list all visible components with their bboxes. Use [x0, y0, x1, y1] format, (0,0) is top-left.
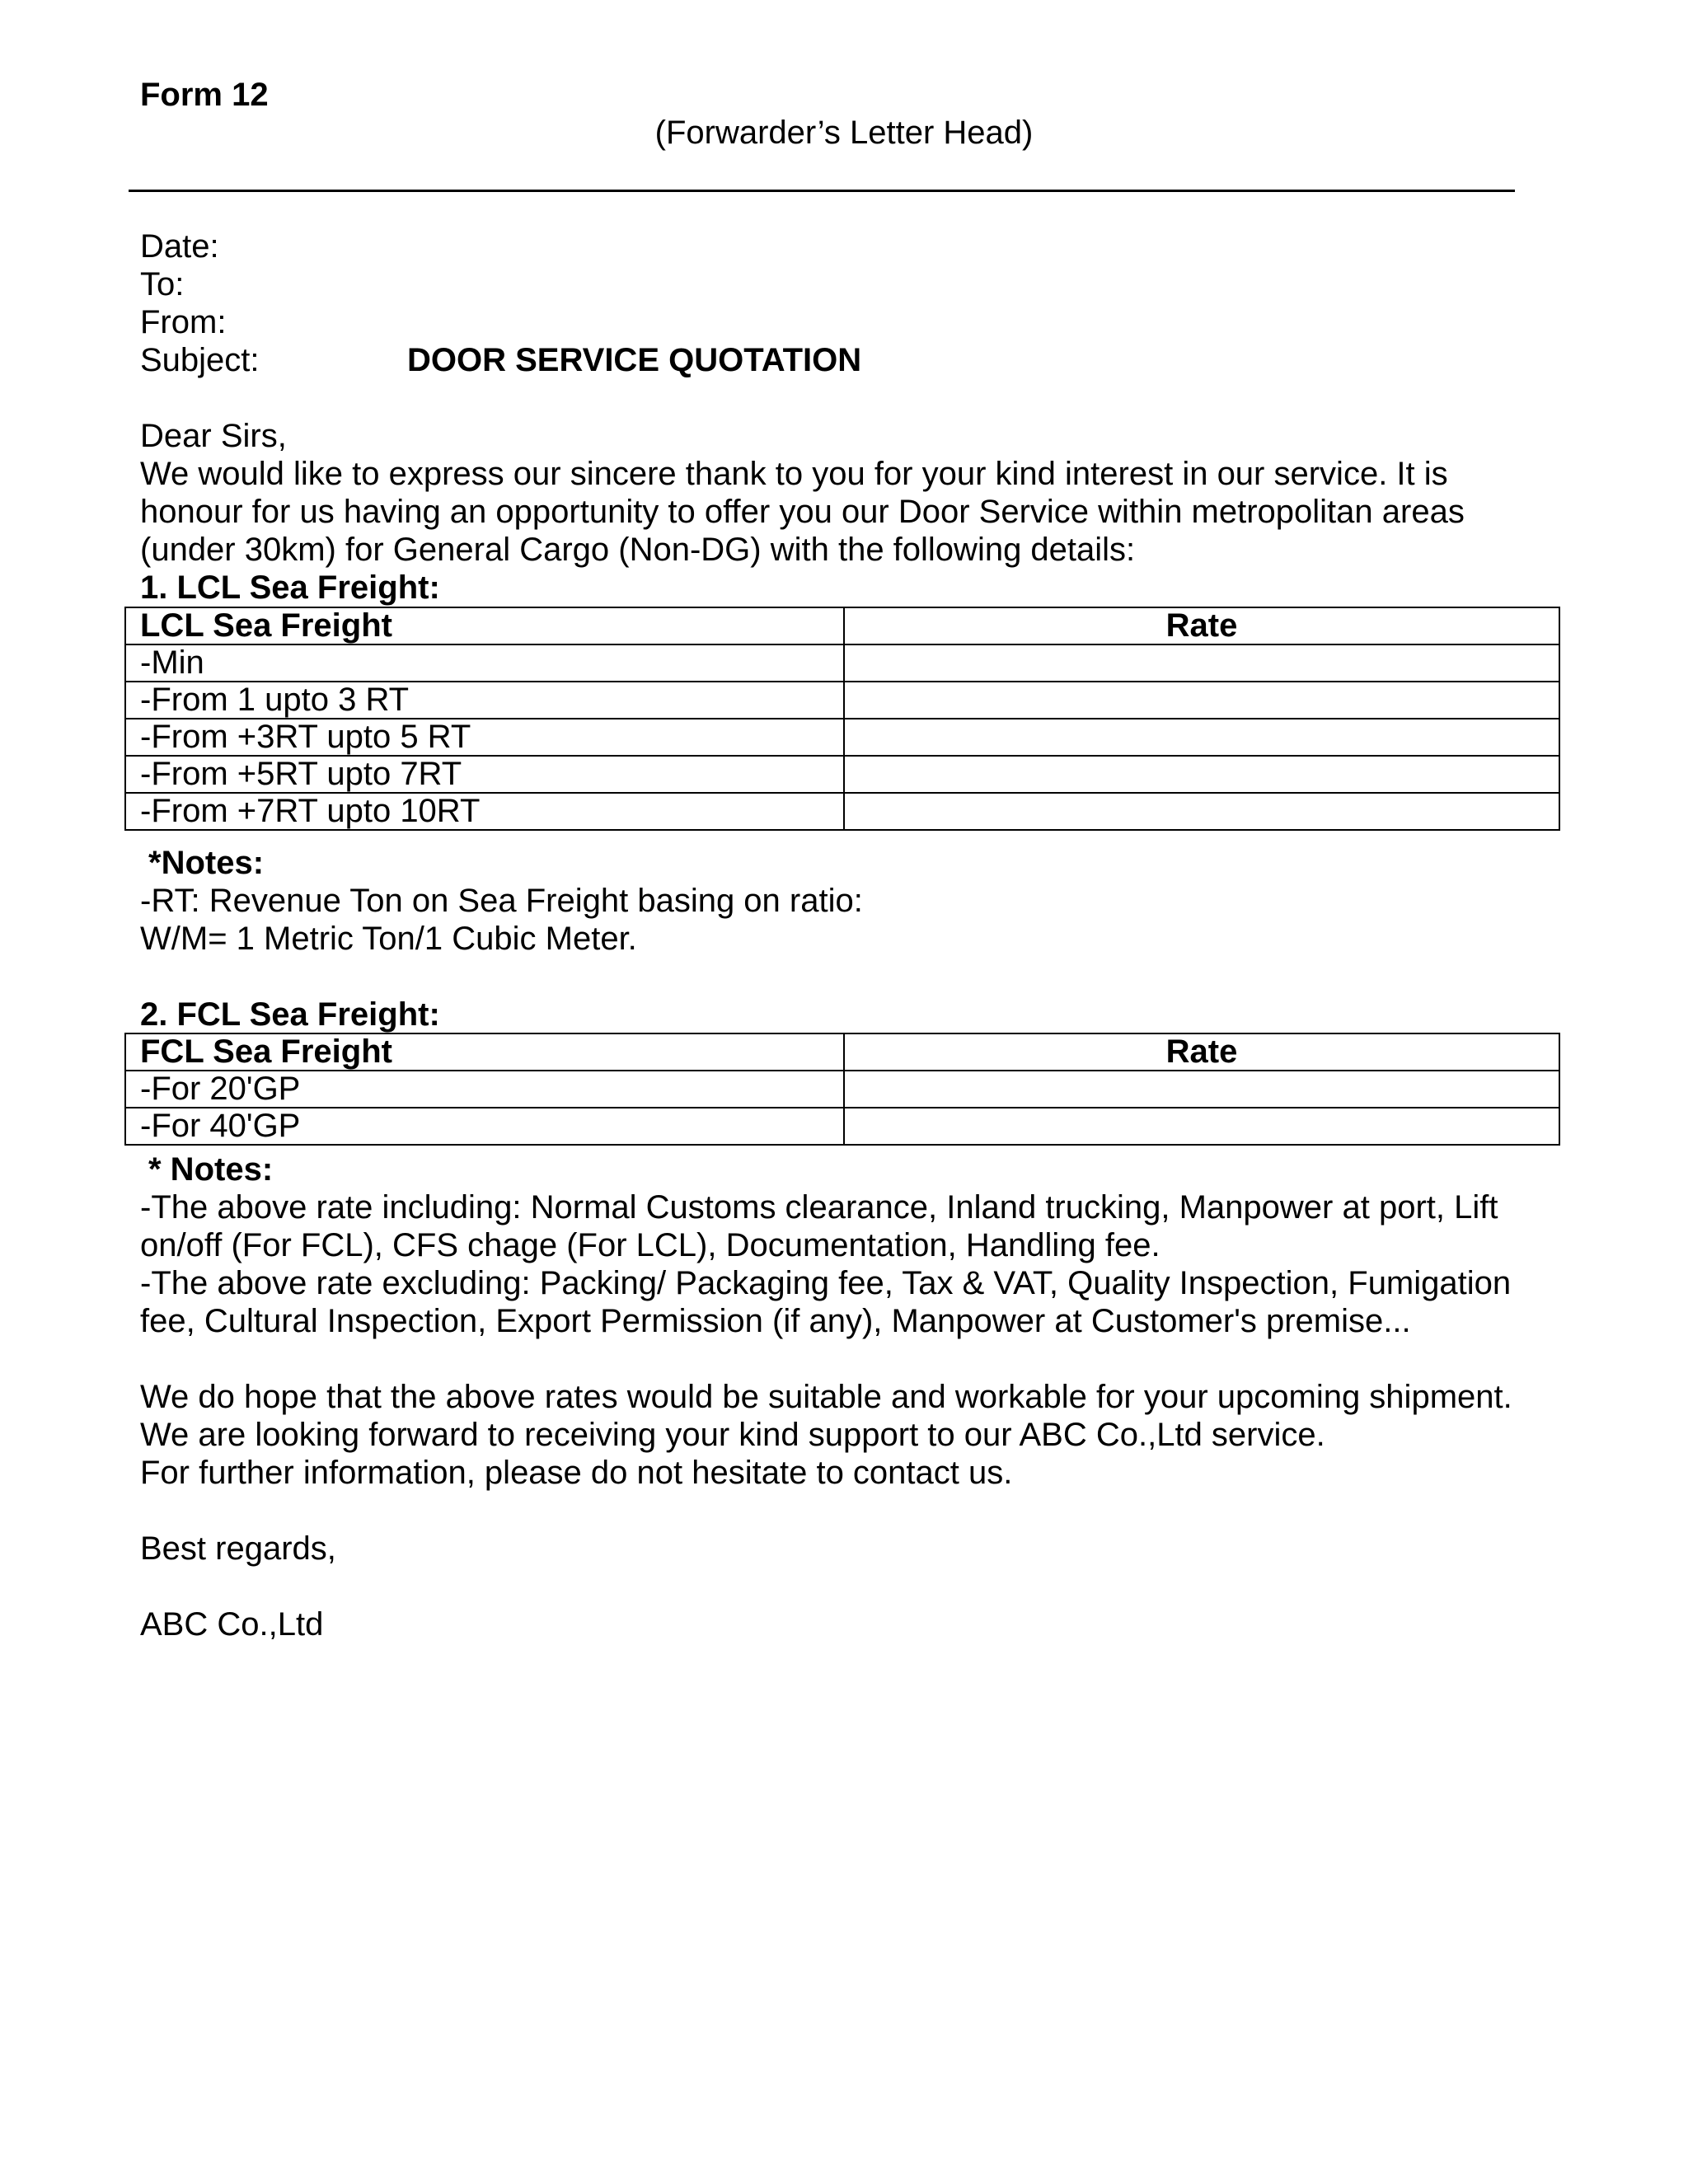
date-row	[140, 227, 861, 265]
lcl-heading: 1. LCL Sea Freight:	[140, 569, 440, 606]
lcl-rate-table	[124, 607, 1560, 831]
subject-value: DOOR SERVICE QUOTATION	[407, 342, 862, 378]
fcl-item: -For 20'GP	[125, 1071, 844, 1108]
closing-line: For further information, please do not hesitate to contact us.	[140, 1455, 1013, 1491]
table-header-row	[125, 1033, 1559, 1071]
letterhead-placeholder: (Forwarder’s Letter Head)	[654, 115, 1034, 151]
fcl-note-line: fee, Cultural Inspection, Export Permission (if any), Manpower at Customer's premise...	[140, 1303, 1411, 1339]
subject-row	[140, 341, 861, 379]
fcl-item: -For 40'GP	[125, 1108, 844, 1145]
rate-cell	[844, 756, 1559, 793]
table-header-row	[125, 607, 1559, 644]
letter-header-fields	[140, 227, 861, 379]
intro-line: We would like to express our sincere thank to you for your kind interest in our service. It is	[140, 456, 1448, 492]
lcl-notes-section	[140, 844, 1541, 1033]
lcl-item: -From +5RT upto 7RT	[125, 756, 844, 793]
sign-off: Best regards,	[140, 1530, 336, 1567]
rate-column-header: Rate	[844, 607, 1559, 644]
fcl-notes-section	[140, 1151, 1541, 1643]
rate-cell	[844, 719, 1559, 756]
fcl-note-line: -The above rate including: Normal Customs clearance, Inland trucking, Manpower at port, Lift	[140, 1189, 1498, 1226]
table-row	[125, 644, 1559, 682]
fcl-column-header: FCL Sea Freight	[125, 1033, 844, 1071]
rate-cell	[844, 793, 1559, 830]
company-name: ABC Co.,Ltd	[140, 1606, 324, 1643]
table-row	[125, 1108, 1559, 1145]
date-label: Date:	[140, 228, 219, 265]
table-row	[125, 682, 1559, 719]
subject-label: Subject:	[140, 342, 260, 378]
closing-line: We are looking forward to receiving your kind support to our ABC Co.,Ltd service.	[140, 1417, 1325, 1453]
rate-cell	[844, 1108, 1559, 1145]
lcl-item: -From +7RT upto 10RT	[125, 793, 844, 830]
fcl-notes-title: * Notes:	[148, 1151, 274, 1188]
lcl-notes-title: *Notes:	[148, 845, 265, 881]
greeting: Dear Sirs,	[140, 418, 287, 454]
intro-section	[140, 417, 1541, 607]
table-row	[125, 793, 1559, 830]
lcl-column-header: LCL Sea Freight	[125, 607, 844, 644]
to-label: To:	[140, 266, 185, 302]
fcl-heading: 2. FCL Sea Freight:	[140, 996, 440, 1033]
rate-column-header: Rate	[844, 1033, 1559, 1071]
rate-cell	[844, 644, 1559, 682]
rate-cell	[844, 682, 1559, 719]
rate-cell	[844, 1071, 1559, 1108]
from-label: From:	[140, 304, 227, 340]
lcl-item: -From 1 upto 3 RT	[125, 682, 844, 719]
intro-line: honour for us having an opportunity to offer you our Door Service within metropolitan areas	[140, 494, 1465, 530]
lcl-item: -From +3RT upto 5 RT	[125, 719, 844, 756]
closing-line: We do hope that the above rates would be suitable and workable for your upcoming shipment.	[140, 1379, 1512, 1415]
from-row	[140, 303, 861, 341]
fcl-note-line: on/off (For FCL), CFS chage (For LCL), Documentation, Handling fee.	[140, 1227, 1160, 1263]
table-row	[125, 756, 1559, 793]
intro-line: (under 30km) for General Cargo (Non-DG) with the following details:	[140, 532, 1136, 568]
table-row	[125, 1071, 1559, 1108]
to-row	[140, 265, 861, 303]
lcl-note-line: -RT: Revenue Ton on Sea Freight basing on ratio:	[140, 883, 863, 919]
fcl-note-line: -The above rate excluding: Packing/ Packaging fee, Tax & VAT, Quality Inspection, Fumigation	[140, 1265, 1512, 1301]
lcl-item: -Min	[125, 644, 844, 682]
form-number: Form 12	[140, 77, 269, 113]
fcl-rate-table	[124, 1033, 1560, 1146]
table-row	[125, 719, 1559, 756]
header-divider	[129, 190, 1515, 192]
lcl-note-line: W/M= 1 Metric Ton/1 Cubic Meter.	[140, 921, 637, 957]
